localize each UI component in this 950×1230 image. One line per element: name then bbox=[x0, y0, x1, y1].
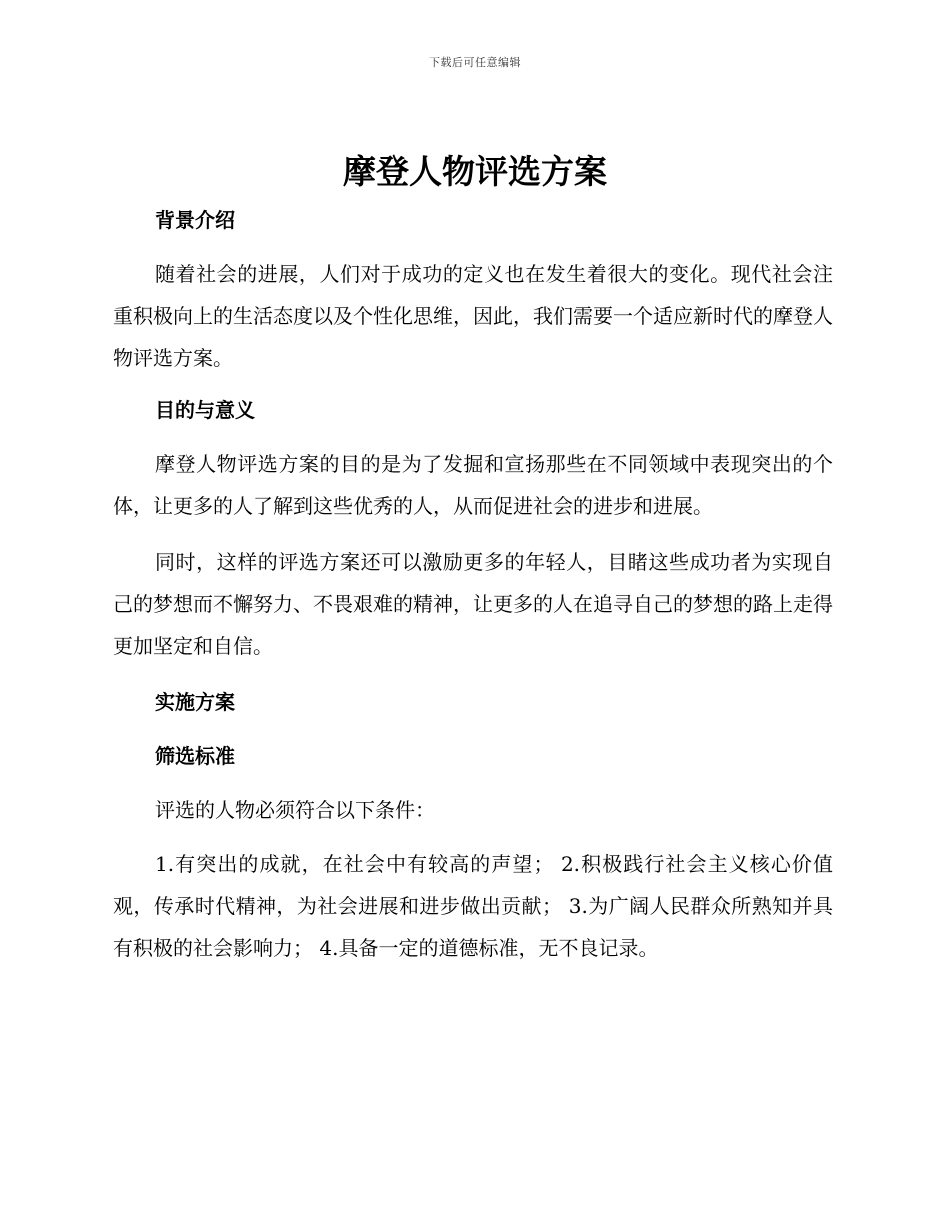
paragraph-purpose-2: 同时，这样的评选方案还可以激励更多的年轻人，目睹这些成功者为实现自己的梦想而不懈努力、不畏艰难的精神，让更多的人在追寻自己的梦想的路上走得更加坚定和自信。 bbox=[113, 550, 833, 658]
document-title: 摩登人物评选方案 bbox=[343, 152, 607, 191]
paragraph-background: 随着社会的进展，人们对于成功的定义也在发生着很大的变化。现代社会注重积极向上的生活态度以及个性化思维，因此，我们需要一个适应新时代的摩登人物评选方案。 bbox=[113, 262, 833, 370]
spacer bbox=[113, 379, 833, 389]
spacer bbox=[113, 777, 833, 789]
paragraph-criteria-conditions: 1.有突出的成就，在社会中有较高的声望； 2.积极践行社会主义核心价值观，传承时代精神，为社会进展和进步做出贡献； 3.为广阔人民群众所熟知并具有积极的社会影响力； 4.具备一定的道德标准，无不良记录。 bbox=[113, 852, 833, 960]
section-heading-background: 背景介绍 bbox=[155, 208, 235, 232]
spacer bbox=[113, 241, 833, 253]
page-header-note: 下载后可任意编辑 bbox=[429, 56, 521, 69]
section-heading-criteria: 筛选标准 bbox=[155, 744, 235, 768]
document-body bbox=[113, 199, 833, 969]
section-heading-purpose: 目的与意义 bbox=[155, 398, 255, 422]
spacer bbox=[113, 527, 833, 541]
spacer bbox=[113, 723, 833, 735]
paragraph-purpose-1: 摩登人物评选方案的目的是为了发掘和宣扬那些在不同领域中表现突出的个体，让更多的人了解到这些优秀的人，从而促进社会的进步和进展。 bbox=[113, 452, 833, 518]
spacer bbox=[113, 831, 833, 843]
spacer bbox=[113, 667, 833, 681]
spacer bbox=[113, 431, 833, 443]
paragraph-criteria-intro: 评选的人物必须符合以下条件： bbox=[155, 798, 435, 822]
section-heading-implementation: 实施方案 bbox=[155, 690, 235, 714]
